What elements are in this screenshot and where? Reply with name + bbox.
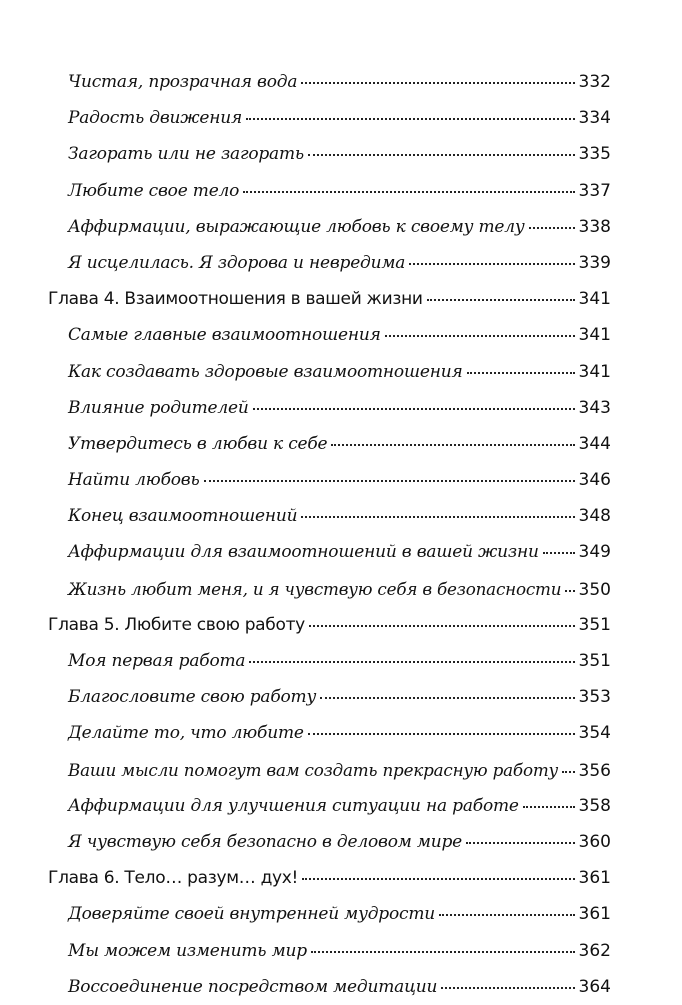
toc-entry-page: 360 xyxy=(578,831,611,852)
toc-entry xyxy=(48,245,611,281)
toc-entry xyxy=(48,64,611,100)
toc-entry-title: Аффирмации, выражающие любовь к своему телу xyxy=(68,216,525,237)
dot-leader xyxy=(385,335,575,337)
toc-entry-title: Аффирмации для взаимоотношений в вашей жизни xyxy=(68,542,539,563)
toc-entry xyxy=(48,136,611,172)
dot-leader xyxy=(320,697,574,699)
toc-chapter-page: 361 xyxy=(578,868,611,889)
toc-entry xyxy=(48,100,611,136)
toc-entry-title: Жизнь любит меня, и я чувствую себя в безопасности xyxy=(68,578,562,599)
toc-entry-title: Конец взаимоотношений xyxy=(68,506,298,527)
toc-entry-title: Найти любовь xyxy=(68,470,200,491)
dot-leader xyxy=(308,154,575,156)
dot-leader xyxy=(523,806,575,808)
toc-entry xyxy=(48,933,611,969)
table-of-contents xyxy=(48,64,611,1005)
dot-leader xyxy=(311,951,575,953)
toc-entry-page: 353 xyxy=(578,687,611,708)
toc-entry-title: Мы можем изменить мир xyxy=(68,940,307,961)
dot-leader xyxy=(302,878,574,880)
dot-leader xyxy=(529,227,575,229)
toc-entry xyxy=(48,752,611,788)
toc-entry-page: 341 xyxy=(578,361,611,382)
toc-entry xyxy=(48,715,611,751)
toc-entry-page: 361 xyxy=(578,904,611,925)
toc-entry xyxy=(48,643,611,679)
toc-entry xyxy=(48,534,611,570)
dot-leader xyxy=(246,118,574,120)
toc-chapter xyxy=(48,281,611,317)
toc-entry-title: Утвердитесь в любви к себе xyxy=(68,433,328,454)
dot-leader xyxy=(309,625,575,627)
toc-entry-title: Доверяйте своей внутренней мудрости xyxy=(68,904,436,925)
toc-entry-page: 338 xyxy=(578,216,611,237)
toc-entry-title: Загорать или не загорать xyxy=(68,144,304,165)
toc-entry-page: 354 xyxy=(578,723,611,744)
dot-leader xyxy=(565,590,574,592)
toc-entry xyxy=(48,426,611,462)
toc-chapter-title: Глава 5. Любите свою работу xyxy=(48,614,305,635)
toc-entry-title: Моя первая работа xyxy=(68,651,246,671)
toc-entry-title: Я чувствую себя безопасно в деловом мире xyxy=(68,831,463,852)
toc-entry-page: 344 xyxy=(578,433,611,454)
dot-leader xyxy=(253,408,575,410)
toc-entry xyxy=(48,317,611,353)
toc-entry-title: Делайте то, что любите xyxy=(68,723,304,744)
toc-entry-title: Аффирмации для улучшения ситуации на работе xyxy=(68,795,519,816)
toc-entry-page: 362 xyxy=(578,940,611,961)
dot-leader xyxy=(301,516,574,518)
toc-entry xyxy=(48,390,611,426)
toc-chapter-title: Глава 6. Тело… разум… дух! xyxy=(48,868,299,889)
toc-chapter-title: Глава 4. Взаимоотношения в вашей жизни xyxy=(48,289,423,310)
toc-entry xyxy=(48,679,611,715)
dot-leader xyxy=(243,191,574,193)
dot-leader xyxy=(543,552,575,554)
dot-leader xyxy=(562,771,575,773)
dot-leader xyxy=(249,661,574,663)
dot-leader xyxy=(441,987,574,989)
dot-leader xyxy=(308,733,575,735)
toc-entry xyxy=(48,969,611,1005)
toc-entry xyxy=(48,173,611,209)
toc-entry xyxy=(48,571,611,607)
toc-chapter-page: 351 xyxy=(578,614,611,635)
toc-entry-page: 337 xyxy=(578,180,611,201)
toc-entry-page: 335 xyxy=(578,144,611,165)
toc-entry-page: 334 xyxy=(578,108,611,129)
dot-leader xyxy=(466,842,575,844)
dot-leader xyxy=(467,372,575,374)
dot-leader xyxy=(204,480,575,482)
toc-entry-page: 349 xyxy=(578,542,611,563)
toc-entry xyxy=(48,824,611,860)
toc-chapter xyxy=(48,607,611,643)
toc-entry-title: Я исцелилась. Я здорова и невредима xyxy=(68,252,406,273)
toc-entry-title: Как создавать здоровые взаимоотношения xyxy=(68,361,463,382)
toc-chapter-page: 341 xyxy=(578,289,611,310)
toc-entry xyxy=(48,896,611,932)
toc-entry xyxy=(48,209,611,245)
toc-entry-page: 351 xyxy=(578,651,611,671)
toc-entry-page: 339 xyxy=(578,252,611,273)
dot-leader xyxy=(427,299,575,301)
toc-entry-title: Влияние родителей xyxy=(68,397,249,418)
dot-leader xyxy=(331,444,574,446)
toc-entry xyxy=(48,462,611,498)
toc-entry-title: Ваши мысли помогут вам создать прекрасную работу xyxy=(68,759,559,780)
toc-entry-page: 343 xyxy=(578,397,611,418)
toc-entry-page: 346 xyxy=(578,470,611,491)
dot-leader xyxy=(409,263,574,265)
toc-entry xyxy=(48,788,611,824)
toc-entry-page: 348 xyxy=(578,506,611,527)
dot-leader xyxy=(439,914,575,916)
toc-entry-title: Самые главные взаимоотношения xyxy=(68,325,381,346)
toc-entry-page: 364 xyxy=(578,976,611,997)
toc-entry-page: 341 xyxy=(578,325,611,346)
toc-entry-page: 358 xyxy=(578,795,611,816)
toc-entry xyxy=(48,354,611,390)
toc-entry-title: Воссоединение посредством медитации xyxy=(68,976,438,997)
dot-leader xyxy=(301,82,574,84)
toc-entry-page: 350 xyxy=(578,579,611,600)
toc-entry-title: Чистая, прозрачная вода xyxy=(68,72,298,92)
toc-entry-page: 332 xyxy=(578,72,611,92)
toc-entry-page: 356 xyxy=(578,760,611,781)
toc-entry-title: Радость движения xyxy=(68,108,243,129)
toc-entry xyxy=(48,498,611,534)
toc-entry-title: Любите свое тело xyxy=(68,180,240,201)
toc-chapter xyxy=(48,860,611,896)
toc-entry-title: Благословите свою работу xyxy=(68,687,317,708)
